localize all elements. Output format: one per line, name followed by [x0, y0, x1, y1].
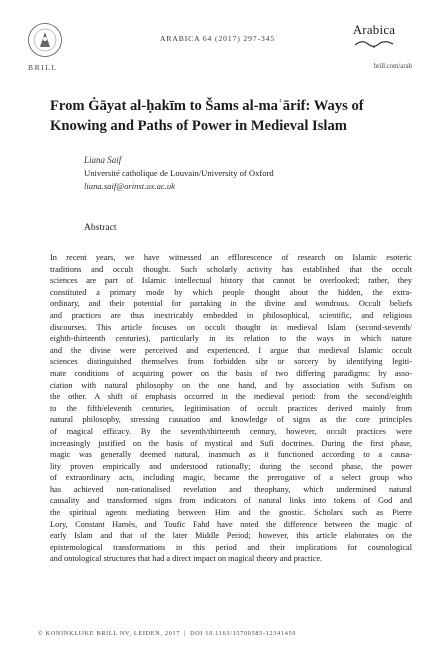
- abstract-line: the other. A shift of emphasis occurred in the medieval period: from the second/eighth: [50, 392, 412, 402]
- abstract-line: causality and transformed signs from indicators of natural links into tokens of God and: [50, 496, 412, 506]
- page-footer: [38, 630, 296, 637]
- abstract-line: has achieved non-rationalised revelation and theophany, which undermined natural: [50, 484, 412, 494]
- journal-logo-text: Arabica: [352, 22, 396, 37]
- abstract-line: sciences distinguished themselves from forbidden siḥr or sorcery by identifying legiti-: [50, 357, 412, 367]
- journal-citation: ARABICA 64 (2017) 297-345: [160, 34, 276, 43]
- abstract-line: magic was generally deemed natural, inasmuch as it functioned according to a causa-: [50, 450, 412, 460]
- author-email[interactable]: liana.saif@orinst.ox.ac.uk: [84, 181, 175, 191]
- abstract-body: [50, 252, 412, 565]
- abstract-heading: Abstract: [84, 222, 117, 233]
- author-affiliation: Université catholique de Louvain/University of Oxford: [84, 168, 274, 178]
- doi[interactable]: DOI 10.1163/15700585-12341459: [190, 630, 297, 637]
- abstract-line: lity proven empirically and understood rationally; during the second phase, the power: [50, 461, 412, 471]
- abstract-line: and the divine were perceived and experienced. I argue that medieval Islamic occult: [50, 345, 412, 355]
- abstract-line: the spiritual agents mediating between Him and the gnostic. Scholars such as Pierre: [50, 508, 412, 518]
- abstract-line: ciation with natural philosophy on the one hand, and by association with Sufism on: [50, 380, 412, 390]
- abstract-line: ordinary, and their potential for partaking in the divine and wondrous. Occult beliefs: [50, 299, 412, 309]
- abstract-line: and practices are thus inextricably embedded in philosophical, scientific, and religious: [50, 310, 412, 320]
- abstract-line: eighth-thirteenth centuries), particularly in its relation to the ways in which nature: [50, 334, 412, 344]
- brill-seal-logo: [27, 22, 63, 58]
- abstract-line: In recent years, we have witnessed an efflorescence of research on Islamic esoteric: [50, 253, 412, 262]
- abstract-line: natural philosophy, stressing causation and knowledge of signs as the core principles: [50, 415, 412, 425]
- arabic-calligraphy-icon: [352, 37, 396, 49]
- journal-url[interactable]: brill.com/arab: [373, 63, 412, 70]
- footer-divider: |: [184, 630, 187, 637]
- abstract-line: traditions and occult thought. Such scholarly activity has established that the occult: [50, 264, 412, 274]
- abstract-line: of magical efficacy. By the seventh/thirteenth century, however, occult practices were: [50, 426, 412, 436]
- abstract-line: increasingly justified on the basis of mystical and Sufi doctrines. During the first phase,: [50, 438, 412, 448]
- article-title: From Ġāyat al-ḥakīm to Šams al-maʿārif: Ways of Knowing and Paths of Power in Medieval Islam: [50, 98, 364, 134]
- abstract-line: epistemological transformations in this period and their implications for cosmological: [50, 542, 412, 552]
- abstract-line: to the fifth/eleventh centuries, legitimisation of occult practices derived mainly from: [50, 403, 412, 413]
- abstract-line: and ontological structures that had a direct impact on magical theory and practice.: [50, 554, 323, 564]
- journal-logo: [336, 22, 412, 49]
- author-name: Liana Saif: [84, 155, 122, 165]
- publisher-name: BRILL: [28, 63, 58, 72]
- abstract-line: early Islam and that of the later Middle Period; however, this article elaborates on the: [50, 531, 412, 541]
- abstract-line: Lory, Constant Hamès, and Toufic Fahd have noted the difference between the magic of: [50, 519, 412, 529]
- abstract-line: sciences are part of Islamic intellectual history that cannot be overlooked; rather, they: [50, 276, 412, 286]
- abstract-line: mate conditions of acquiring power on the basis of two differing paradigms: by asso-: [50, 368, 412, 378]
- copyright-notice: © KONINKLIJKE BRILL NV, LEIDEN, 2017: [38, 630, 181, 637]
- abstract-line: of extraordinary acts, including magic, became the prerogative of a select group who: [50, 473, 412, 483]
- abstract-line: constituted a primary mode by which people thought about the hidden, the extra-: [50, 287, 412, 297]
- abstract-line: discourses. This article focuses on occult thought in medieval Islam (second-seventh/: [50, 322, 412, 332]
